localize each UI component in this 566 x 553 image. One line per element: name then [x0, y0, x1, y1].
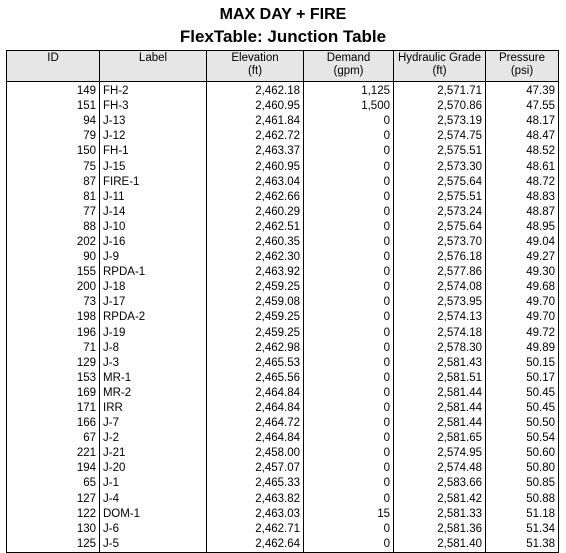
table-row	[7, 401, 559, 416]
cell-elevation: 2,465.33	[207, 476, 304, 491]
table-row	[7, 431, 559, 446]
cell-id: 194	[7, 461, 100, 476]
cell-pressure: 50.50	[486, 416, 559, 431]
cell-demand: 0	[304, 144, 394, 159]
column-header-id	[7, 51, 100, 82]
cell-label: J-8	[100, 341, 207, 356]
cell-pressure: 49.70	[486, 310, 559, 325]
cell-elevation: 2,459.25	[207, 310, 304, 325]
cell-label: MR-2	[100, 386, 207, 401]
cell-demand: 0	[304, 175, 394, 190]
cell-elevation: 2,465.56	[207, 371, 304, 386]
cell-label: MR-1	[100, 371, 207, 386]
cell-pressure: 49.72	[486, 326, 559, 341]
cell-label: FIRE-1	[100, 175, 207, 190]
cell-pressure: 47.55	[486, 99, 559, 114]
cell-elevation: 2,462.64	[207, 537, 304, 553]
table-row	[7, 129, 559, 144]
cell-hydraulic-grade: 2,575.64	[394, 175, 486, 190]
cell-demand: 0	[304, 205, 394, 220]
table-row	[7, 341, 559, 356]
cell-demand: 0	[304, 461, 394, 476]
cell-hydraulic-grade: 2,573.19	[394, 114, 486, 129]
cell-id: 79	[7, 129, 100, 144]
cell-id: 198	[7, 310, 100, 325]
cell-id: 71	[7, 341, 100, 356]
cell-label: J-1	[100, 476, 207, 491]
table-row	[7, 99, 559, 114]
cell-demand: 0	[304, 310, 394, 325]
column-header-unit: (gpm)	[333, 65, 364, 77]
cell-hydraulic-grade: 2,573.24	[394, 205, 486, 220]
cell-id: 94	[7, 114, 100, 129]
cell-pressure: 50.15	[486, 356, 559, 371]
cell-hydraulic-grade: 2,577.86	[394, 265, 486, 280]
cell-id: 88	[7, 220, 100, 235]
cell-hydraulic-grade: 2,574.08	[394, 280, 486, 295]
cell-id: 166	[7, 416, 100, 431]
table-row	[7, 205, 559, 220]
cell-label: DOM-1	[100, 507, 207, 522]
cell-demand: 15	[304, 507, 394, 522]
cell-demand: 0	[304, 159, 394, 174]
cell-demand: 0	[304, 341, 394, 356]
cell-label: J-10	[100, 220, 207, 235]
column-header-title: Pressure	[498, 52, 546, 64]
column-header-title: Demand	[326, 52, 371, 64]
cell-id: 90	[7, 250, 100, 265]
cell-label: J-4	[100, 492, 207, 507]
cell-label: J-21	[100, 446, 207, 461]
cell-pressure: 51.34	[486, 522, 559, 537]
cell-hydraulic-grade: 2,581.44	[394, 386, 486, 401]
cell-pressure: 50.80	[486, 461, 559, 476]
cell-pressure: 48.83	[486, 190, 559, 205]
table-row	[7, 175, 559, 190]
cell-id: 67	[7, 431, 100, 446]
cell-demand: 0	[304, 295, 394, 310]
cell-pressure: 49.70	[486, 295, 559, 310]
cell-demand: 0	[304, 280, 394, 295]
cell-pressure: 49.27	[486, 250, 559, 265]
cell-hydraulic-grade: 2,575.51	[394, 144, 486, 159]
cell-demand: 1,125	[304, 82, 394, 100]
cell-demand: 0	[304, 326, 394, 341]
cell-elevation: 2,460.35	[207, 235, 304, 250]
table-row	[7, 250, 559, 265]
cell-id: 77	[7, 205, 100, 220]
cell-pressure: 48.52	[486, 144, 559, 159]
cell-elevation: 2,462.30	[207, 250, 304, 265]
cell-demand: 0	[304, 446, 394, 461]
cell-demand: 0	[304, 386, 394, 401]
cell-hydraulic-grade: 2,583.66	[394, 476, 486, 491]
table-row	[7, 371, 559, 386]
cell-elevation: 2,463.92	[207, 265, 304, 280]
cell-pressure: 48.72	[486, 175, 559, 190]
cell-label: J-3	[100, 356, 207, 371]
table-row	[7, 144, 559, 159]
cell-demand: 1,500	[304, 99, 394, 114]
cell-elevation: 2,459.25	[207, 326, 304, 341]
cell-id: 65	[7, 476, 100, 491]
cell-pressure: 48.61	[486, 159, 559, 174]
cell-demand: 0	[304, 371, 394, 386]
cell-demand: 0	[304, 476, 394, 491]
cell-id: 87	[7, 175, 100, 190]
cell-pressure: 48.17	[486, 114, 559, 129]
cell-hydraulic-grade: 2,574.48	[394, 461, 486, 476]
cell-pressure: 47.39	[486, 82, 559, 100]
cell-hydraulic-grade: 2,575.64	[394, 220, 486, 235]
table-row	[7, 461, 559, 476]
cell-pressure: 49.89	[486, 341, 559, 356]
cell-hydraulic-grade: 2,573.70	[394, 235, 486, 250]
cell-demand: 0	[304, 190, 394, 205]
cell-hydraulic-grade: 2,581.40	[394, 537, 486, 553]
table-row	[7, 295, 559, 310]
cell-demand: 0	[304, 250, 394, 265]
cell-pressure: 50.85	[486, 476, 559, 491]
cell-elevation: 2,464.72	[207, 416, 304, 431]
cell-id: 202	[7, 235, 100, 250]
cell-hydraulic-grade: 2,575.51	[394, 190, 486, 205]
cell-id: 169	[7, 386, 100, 401]
cell-label: RPDA-1	[100, 265, 207, 280]
table-row	[7, 507, 559, 522]
cell-demand: 0	[304, 492, 394, 507]
cell-hydraulic-grade: 2,581.36	[394, 522, 486, 537]
cell-pressure: 50.45	[486, 386, 559, 401]
cell-label: J-11	[100, 190, 207, 205]
cell-demand: 0	[304, 265, 394, 280]
cell-elevation: 2,463.82	[207, 492, 304, 507]
table-row	[7, 220, 559, 235]
cell-hydraulic-grade: 2,581.43	[394, 356, 486, 371]
cell-hydraulic-grade: 2,578.30	[394, 341, 486, 356]
cell-pressure: 50.54	[486, 431, 559, 446]
column-header-hydraulic-grade	[394, 51, 486, 82]
cell-label: J-6	[100, 522, 207, 537]
table-row	[7, 416, 559, 431]
cell-id: 150	[7, 144, 100, 159]
cell-demand: 0	[304, 431, 394, 446]
cell-elevation: 2,463.03	[207, 507, 304, 522]
cell-elevation: 2,462.66	[207, 190, 304, 205]
cell-hydraulic-grade: 2,581.51	[394, 371, 486, 386]
cell-demand: 0	[304, 522, 394, 537]
cell-label: FH-3	[100, 99, 207, 114]
cell-demand: 0	[304, 356, 394, 371]
table-row	[7, 522, 559, 537]
cell-label: J-16	[100, 235, 207, 250]
cell-label: J-15	[100, 159, 207, 174]
cell-hydraulic-grade: 2,574.75	[394, 129, 486, 144]
cell-pressure: 48.47	[486, 129, 559, 144]
cell-elevation: 2,464.84	[207, 401, 304, 416]
cell-label: J-20	[100, 461, 207, 476]
cell-pressure: 48.87	[486, 205, 559, 220]
cell-label: J-13	[100, 114, 207, 129]
cell-hydraulic-grade: 2,573.95	[394, 295, 486, 310]
cell-id: 125	[7, 537, 100, 553]
cell-label: J-5	[100, 537, 207, 553]
header-row	[7, 51, 559, 82]
cell-id: 129	[7, 356, 100, 371]
cell-id: 196	[7, 326, 100, 341]
cell-hydraulic-grade: 2,574.13	[394, 310, 486, 325]
cell-elevation: 2,460.95	[207, 99, 304, 114]
cell-elevation: 2,459.25	[207, 280, 304, 295]
cell-pressure: 49.30	[486, 265, 559, 280]
cell-hydraulic-grade: 2,576.18	[394, 250, 486, 265]
cell-hydraulic-grade: 2,581.44	[394, 416, 486, 431]
table-title: FlexTable: Junction Table	[179, 27, 387, 46]
column-header-elevation	[207, 51, 304, 82]
cell-elevation: 2,463.37	[207, 144, 304, 159]
cell-hydraulic-grade: 2,574.95	[394, 446, 486, 461]
cell-demand: 0	[304, 114, 394, 129]
cell-elevation: 2,463.04	[207, 175, 304, 190]
column-header-pressure	[486, 51, 559, 82]
cell-id: 127	[7, 492, 100, 507]
cell-label: J-2	[100, 431, 207, 446]
column-header-title: Label	[138, 52, 168, 64]
cell-elevation: 2,462.51	[207, 220, 304, 235]
table-row	[7, 159, 559, 174]
cell-id: 171	[7, 401, 100, 416]
cell-id: 149	[7, 82, 100, 100]
table-row	[7, 356, 559, 371]
cell-hydraulic-grade: 2,581.44	[394, 401, 486, 416]
cell-demand: 0	[304, 129, 394, 144]
cell-id: 151	[7, 99, 100, 114]
cell-id: 221	[7, 446, 100, 461]
cell-label: J-19	[100, 326, 207, 341]
column-header-unit: (ft)	[432, 65, 447, 77]
cell-demand: 0	[304, 416, 394, 431]
cell-hydraulic-grade: 2,570.86	[394, 99, 486, 114]
cell-label: J-7	[100, 416, 207, 431]
cell-id: 130	[7, 522, 100, 537]
cell-label: FH-1	[100, 144, 207, 159]
table-row	[7, 82, 559, 100]
cell-pressure: 48.95	[486, 220, 559, 235]
cell-pressure: 50.60	[486, 446, 559, 461]
cell-pressure: 51.38	[486, 537, 559, 553]
column-header-unit: (psi)	[510, 65, 534, 77]
cell-label: J-18	[100, 280, 207, 295]
cell-label: J-9	[100, 250, 207, 265]
cell-pressure: 51.18	[486, 507, 559, 522]
cell-label: J-17	[100, 295, 207, 310]
cell-label: FH-2	[100, 82, 207, 100]
column-header-title: Elevation	[231, 52, 279, 64]
cell-elevation: 2,462.72	[207, 129, 304, 144]
table-row	[7, 265, 559, 280]
junction-table	[6, 50, 559, 553]
table-row	[7, 386, 559, 401]
table-body	[7, 82, 559, 553]
cell-elevation: 2,462.71	[207, 522, 304, 537]
cell-hydraulic-grade: 2,581.65	[394, 431, 486, 446]
cell-pressure: 49.68	[486, 280, 559, 295]
table-row	[7, 235, 559, 250]
table-header	[7, 51, 559, 82]
cell-label: J-14	[100, 205, 207, 220]
cell-demand: 0	[304, 220, 394, 235]
cell-id: 73	[7, 295, 100, 310]
cell-elevation: 2,464.84	[207, 431, 304, 446]
cell-elevation: 2,457.07	[207, 461, 304, 476]
cell-pressure: 49.04	[486, 235, 559, 250]
table-row	[7, 446, 559, 461]
cell-pressure: 50.17	[486, 371, 559, 386]
cell-id: 200	[7, 280, 100, 295]
cell-demand: 0	[304, 537, 394, 553]
cell-elevation: 2,462.98	[207, 341, 304, 356]
cell-demand: 0	[304, 401, 394, 416]
cell-elevation: 2,460.29	[207, 205, 304, 220]
cell-id: 81	[7, 190, 100, 205]
cell-elevation: 2,465.53	[207, 356, 304, 371]
report-title: MAX DAY + FIRE	[219, 6, 347, 23]
cell-hydraulic-grade: 2,581.33	[394, 507, 486, 522]
cell-label: J-12	[100, 129, 207, 144]
column-header-demand	[304, 51, 394, 82]
table-row	[7, 114, 559, 129]
column-header-title: ID	[47, 52, 59, 64]
table-row	[7, 310, 559, 325]
column-header-label	[100, 51, 207, 82]
cell-demand: 0	[304, 235, 394, 250]
cell-label: IRR	[100, 401, 207, 416]
cell-id: 75	[7, 159, 100, 174]
cell-elevation: 2,459.08	[207, 295, 304, 310]
cell-hydraulic-grade: 2,574.18	[394, 326, 486, 341]
column-header-title: Hydraulic Grade	[397, 52, 482, 64]
cell-id: 153	[7, 371, 100, 386]
cell-id: 155	[7, 265, 100, 280]
table-row	[7, 492, 559, 507]
table-row	[7, 326, 559, 341]
cell-hydraulic-grade: 2,581.42	[394, 492, 486, 507]
table-row	[7, 280, 559, 295]
cell-pressure: 50.45	[486, 401, 559, 416]
column-header-unit: (ft)	[247, 65, 263, 77]
cell-id: 122	[7, 507, 100, 522]
cell-label: RPDA-2	[100, 310, 207, 325]
cell-elevation: 2,461.84	[207, 114, 304, 129]
cell-pressure: 50.88	[486, 492, 559, 507]
table-row	[7, 476, 559, 491]
cell-elevation: 2,462.18	[207, 82, 304, 100]
cell-elevation: 2,458.00	[207, 446, 304, 461]
table-row	[7, 190, 559, 205]
cell-elevation: 2,460.95	[207, 159, 304, 174]
cell-hydraulic-grade: 2,573.30	[394, 159, 486, 174]
cell-elevation: 2,464.84	[207, 386, 304, 401]
cell-hydraulic-grade: 2,571.71	[394, 82, 486, 100]
table-row	[7, 537, 559, 553]
